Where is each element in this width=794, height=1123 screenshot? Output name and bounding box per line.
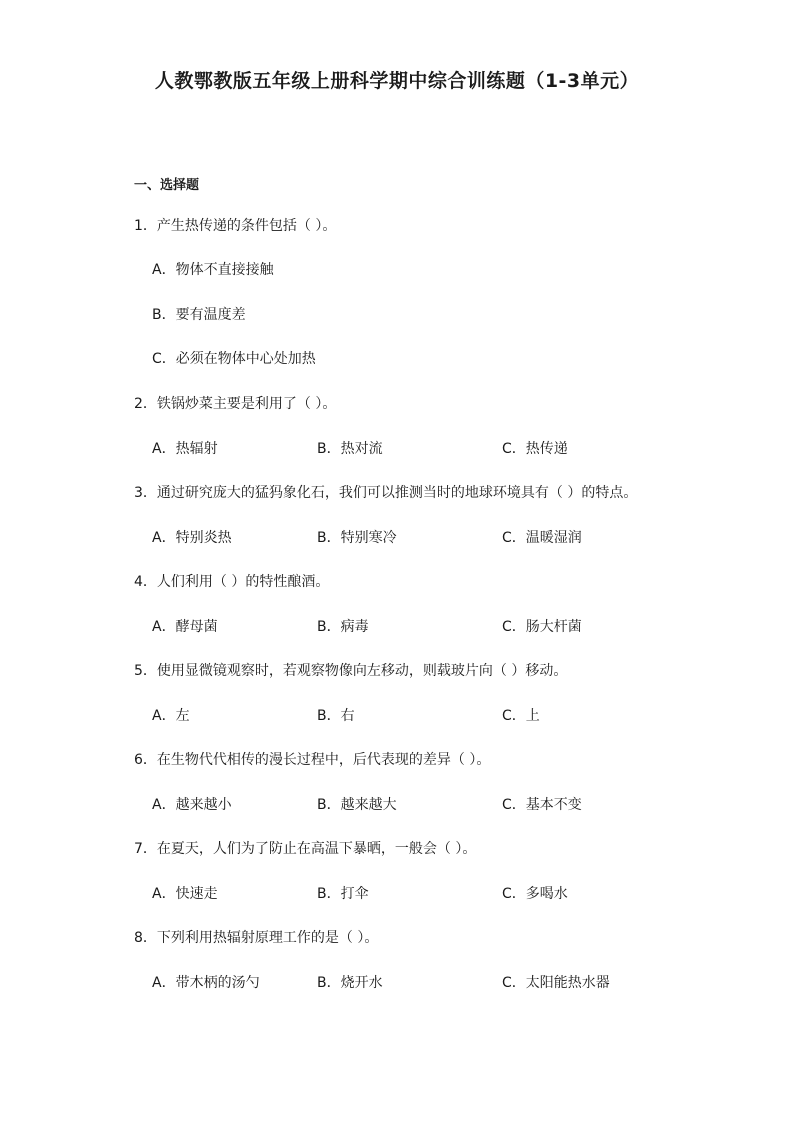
q8-option-b: B．烧开水 [317, 975, 383, 991]
q7-option-b: B．打伞 [317, 886, 369, 902]
q3-option-b: B．特别寒冷 [317, 530, 397, 546]
q5-option-c: C．上 [502, 708, 540, 724]
q1-option-b: B．要有温度差 [152, 307, 246, 323]
question-3: 3．通过研究庞大的猛犸象化石，我们可以推测当时的地球环境具有（ ）的特点。 [134, 485, 638, 501]
question-8: 8．下列利用热辐射原理工作的是（ ）。 [134, 930, 379, 946]
q3-option-c: C．温暖湿润 [502, 530, 582, 546]
q6-option-a: A．越来越小 [152, 797, 232, 813]
question-5: 5．使用显微镜观察时，若观察物像向左移动，则载玻片向（ ）移动。 [134, 663, 568, 679]
question-6: 6．在生物代代相传的漫长过程中，后代表现的差异（ ）。 [134, 752, 491, 768]
section-heading: 一、选择题 [134, 178, 200, 193]
question-4: 4．人们利用（ ）的特性酿酒。 [134, 574, 330, 590]
q5-option-b: B．右 [317, 708, 355, 724]
document-title: 人教鄂教版五年级上册科学期中综合训练题（1-3单元） [154, 70, 640, 92]
q1-option-a: A．物体不直接接触 [152, 262, 274, 278]
q2-option-a: A．热辐射 [152, 441, 218, 457]
q8-option-c: C．太阳能热水器 [502, 975, 610, 991]
q4-option-b: B．病毒 [317, 619, 369, 635]
question-7: 7．在夏天，人们为了防止在高温下暴晒，一般会（ ）。 [134, 841, 477, 857]
q8-option-a: A．带木柄的汤勺 [152, 975, 260, 991]
q7-option-c: C．多喝水 [502, 886, 568, 902]
q1-option-c: C．必须在物体中心处加热 [152, 351, 316, 367]
q2-option-b: B．热对流 [317, 441, 383, 457]
q5-option-a: A．左 [152, 708, 190, 724]
q3-option-a: A．特别炎热 [152, 530, 232, 546]
q4-option-a: A．酵母菌 [152, 619, 218, 635]
q6-option-b: B．越来越大 [317, 797, 397, 813]
q2-option-c: C．热传递 [502, 441, 568, 457]
q7-option-a: A．快速走 [152, 886, 218, 902]
question-2: 2．铁锅炒菜主要是利用了（ ）。 [134, 396, 337, 412]
q4-option-c: C．肠大杆菌 [502, 619, 582, 635]
q6-option-c: C．基本不变 [502, 797, 582, 813]
question-1: 1．产生热传递的条件包括（ ）。 [134, 218, 337, 234]
